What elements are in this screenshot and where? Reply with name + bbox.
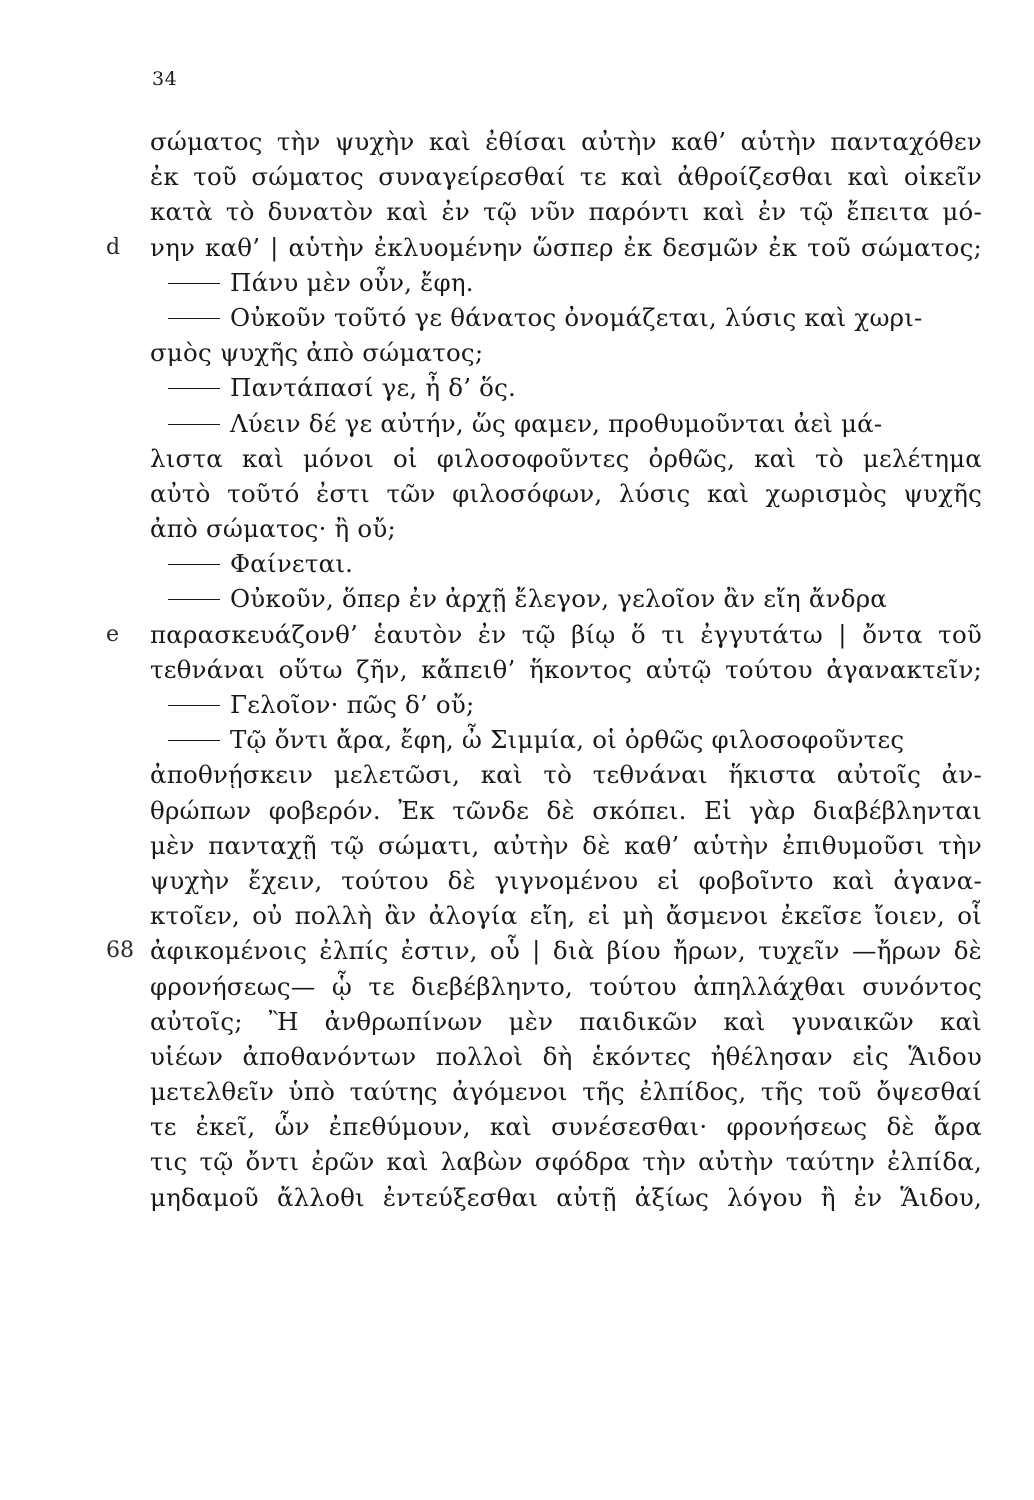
text-line — [0, 828, 1034, 863]
line-text: κτοῖεν, οὐ πολλὴ ἂν ἀλογία εἴη, εἰ μὴ ἄσμενοι ἐκεῖσε ἴοιεν, οἷ — [150, 901, 982, 931]
line-text: αὐτὸ τοῦτό ἐστι τῶν φιλοσόφων, λύσις καὶ χωρισμὸς ψυχῆς — [150, 478, 982, 508]
line-text: Λύειν δέ γε αὐτήν, ὥς φαμεν, προθυμοῦνται ἀεὶ μά- — [230, 408, 883, 438]
line-text: ψυχὴν ἔχειν, τούτου δὲ γιγνομένου εἰ φοβοῖντο καὶ ἀγανα- — [150, 865, 982, 895]
text-line — [0, 511, 1034, 546]
line-text: ἀπὸ σώματος· ἢ οὔ; — [150, 514, 396, 544]
line-text: παρασκευάζονθ’ ἑαυτὸν ἐν τῷ βίῳ ὅ τι ἐγγυτάτω | ὄντα τοῦ — [150, 619, 982, 649]
line-text: Οὐκοῦν, ὅπερ ἐν ἀρχῇ ἔλεγον, γελοῖον ἂν εἴη ἄνδρα — [230, 584, 888, 614]
line-text: ἀποθνῄσκειν μελετῶσι, καὶ τὸ τεθνάναι ἥκιστα αὐτοῖς ἀν- — [150, 760, 982, 790]
text-line — [0, 793, 1034, 828]
text-line — [0, 617, 1034, 652]
line-text: σμὸς ψυχῆς ἀπὸ σώματος; — [150, 338, 484, 368]
text-line — [0, 1144, 1034, 1179]
line-text: τις τῷ ὄντι ἐρῶν καὶ λαβὼν σφόδρα τὴν αὐτὴν ταύτην ἐλπίδα, — [150, 1147, 982, 1177]
text-line — [0, 863, 1034, 898]
line-text: μηδαμοῦ ἄλλοθι ἐντεύξεσθαι αὐτῇ ἀξίως λόγου ἢ ἐν Ἅιδου, — [150, 1182, 982, 1212]
text-line — [0, 265, 1034, 300]
dialogue-dash — [168, 599, 220, 600]
line-text: Τῷ ὄντι ἄρα, ἔφη, ὦ Σιμμία, οἱ ὀρθῶς φιλοσοφοῦντες — [230, 725, 905, 755]
line-text: νην καθ’ | αὑτὴν ἐκλυομένην ὥσπερ ἐκ δεσμῶν ἐκ τοῦ σώματος; — [150, 232, 982, 262]
line-text: Πάνυ μὲν οὖν, ἔφη. — [230, 267, 474, 297]
line-text: μὲν πανταχῇ τῷ σώματι, αὐτὴν δὲ καθ’ αὑτὴν ἐπιθυμοῦσι τὴν — [150, 830, 982, 860]
line-text: Φαίνεται. — [230, 549, 354, 579]
line-text: φρονήσεως— ᾧ τε διεβέβληντο, τούτου ἀπηλλάχθαι συνόντος — [150, 971, 982, 1001]
dialogue-dash — [168, 424, 220, 425]
line-text: ἐκ τοῦ σώματος συναγείρεσθαί τε καὶ ἀθροίζεσθαι καὶ οἰκεῖν — [150, 162, 982, 192]
dialogue-dash — [168, 388, 220, 389]
text-line — [0, 757, 1034, 792]
text-line — [0, 546, 1034, 581]
page-number: 34 — [152, 68, 178, 90]
line-text: ἀφικομένοις ἐλπίς ἐστιν, οὗ | διὰ βίου ἤρων, τυχεῖν —ἤρων δὲ — [150, 936, 982, 966]
text-line — [0, 441, 1034, 476]
text-body — [0, 124, 1034, 1215]
text-line — [0, 1180, 1034, 1215]
line-text: κατὰ τὸ δυνατὸν καὶ ἐν τῷ νῦν παρόντι καὶ ἐν τῷ ἔπειτα μό- — [150, 197, 982, 227]
text-line — [0, 1074, 1034, 1109]
line-text: αὐτοῖς; Ἢ ἀνθρωπίνων μὲν παιδικῶν καὶ γυναικῶν καὶ — [150, 1006, 982, 1036]
line-text: υἱέων ἀποθανόντων πολλοὶ δὴ ἑκόντες ἠθέλησαν εἰς Ἅιδου — [150, 1041, 982, 1071]
stephanus-margin-marker: 68 — [106, 938, 134, 964]
line-text: θρώπων φοβερόν. Ἐκ τῶνδε δὲ σκόπει. Εἰ γὰρ διαβέβληνται — [150, 795, 982, 825]
line-text: μετελθεῖν ὑπὸ ταύτης ἀγόμενοι τῆς ἐλπίδος, τῆς τοῦ ὄψεσθαί — [150, 1077, 982, 1107]
text-line — [0, 300, 1034, 335]
text-line — [0, 687, 1034, 722]
text-line — [0, 194, 1034, 229]
line-text: τε ἐκεῖ, ὧν ἐπεθύμουν, καὶ συνέσεσθαι· φρονήσεως δὲ ἄρα — [150, 1112, 982, 1142]
line-text: Γελοῖον· πῶς δ’ οὔ; — [230, 690, 475, 719]
stephanus-margin-marker: d — [106, 234, 121, 260]
text-line — [0, 230, 1034, 265]
text-line — [0, 1004, 1034, 1039]
text-line — [0, 722, 1034, 757]
line-text: Παντάπασί γε, ἦ δ’ ὅς. — [230, 373, 517, 403]
text-line — [0, 406, 1034, 441]
line-text: σώματος τὴν ψυχὴν καὶ ἐθίσαι αὐτὴν καθ’ αὑτὴν πανταχόθεν — [150, 127, 982, 156]
line-text: λιστα καὶ μόνοι οἱ φιλοσοφοῦντες ὀρθῶς, καὶ τὸ μελέτημα — [150, 443, 982, 473]
stephanus-margin-marker: e — [106, 621, 120, 647]
line-text: Οὐκοῦν τοῦτό γε θάνατος ὀνομάζεται, λύσις καὶ χωρι- — [230, 302, 923, 332]
text-line — [0, 1039, 1034, 1074]
line-text: τεθνάναι οὕτω ζῆν, κἄπειθ’ ἥκοντος αὐτῷ τούτου ἀγανακτεῖν; — [150, 654, 982, 684]
text-line — [0, 969, 1034, 1004]
text-line — [0, 898, 1034, 933]
text-line — [0, 581, 1034, 616]
text-line — [0, 652, 1034, 687]
text-line — [0, 124, 1034, 159]
dialogue-dash — [168, 705, 220, 706]
text-line — [0, 335, 1034, 370]
text-line — [0, 1109, 1034, 1144]
dialogue-dash — [168, 564, 220, 565]
dialogue-dash — [168, 283, 220, 284]
text-line — [0, 159, 1034, 194]
text-line — [0, 476, 1034, 511]
text-line — [0, 370, 1034, 405]
dialogue-dash — [168, 740, 220, 741]
text-line — [0, 933, 1034, 968]
dialogue-dash — [168, 318, 220, 319]
